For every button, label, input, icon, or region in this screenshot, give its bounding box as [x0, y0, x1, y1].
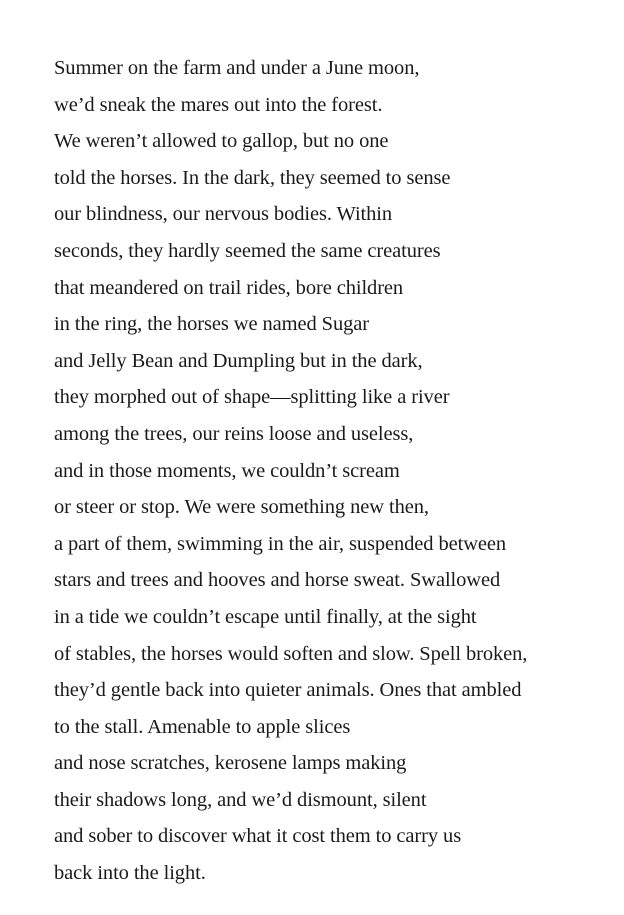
poem-line: or steer or stop. We were something new then, [54, 496, 429, 519]
poem-line: they morphed out of shape—splitting like a river [54, 386, 450, 409]
poem-line: a part of them, swimming in the air, suspended between [54, 532, 507, 555]
poem-line: Summer on the farm and under a June moon, [54, 57, 420, 79]
poem-line: our blindness, our nervous bodies. Within [54, 203, 393, 226]
poem-line: in the ring, the horses we named Sugar [54, 313, 370, 336]
poem-body [54, 50, 614, 892]
poem-line: to the stall. Amenable to apple slices [54, 715, 351, 738]
poem-line: seconds, they hardly seemed the same creatures [54, 239, 441, 262]
poem-line: they’d gentle back into quieter animals. Ones that ambled [54, 679, 522, 702]
poem-line: and sober to discover what it cost them to carry us [54, 825, 462, 848]
poem-line: and in those moments, we couldn’t scream [54, 459, 400, 482]
poem-line: we’d sneak the mares out into the forest. [54, 93, 383, 116]
poem-line: that meandered on trail rides, bore children [54, 276, 404, 299]
poem-line: in a tide we couldn’t escape until finally, at the sight [54, 605, 477, 628]
poem-line: back into the light. [54, 862, 206, 885]
poem-line: We weren’t allowed to gallop, but no one [54, 130, 389, 153]
poem-line: told the horses. In the dark, they seemed to sense [54, 166, 451, 189]
poem-line: and Jelly Bean and Dumpling but in the dark, [54, 349, 423, 372]
poem-line: stars and trees and hooves and horse sweat. Swallowed [54, 569, 501, 592]
poem-line: among the trees, our reins loose and useless, [54, 422, 414, 445]
poem-line: of stables, the horses would soften and slow. Spell broken, [54, 642, 528, 665]
poem-line: their shadows long, and we’d dismount, silent [54, 788, 427, 811]
poem-line: and nose scratches, kerosene lamps making [54, 752, 407, 775]
